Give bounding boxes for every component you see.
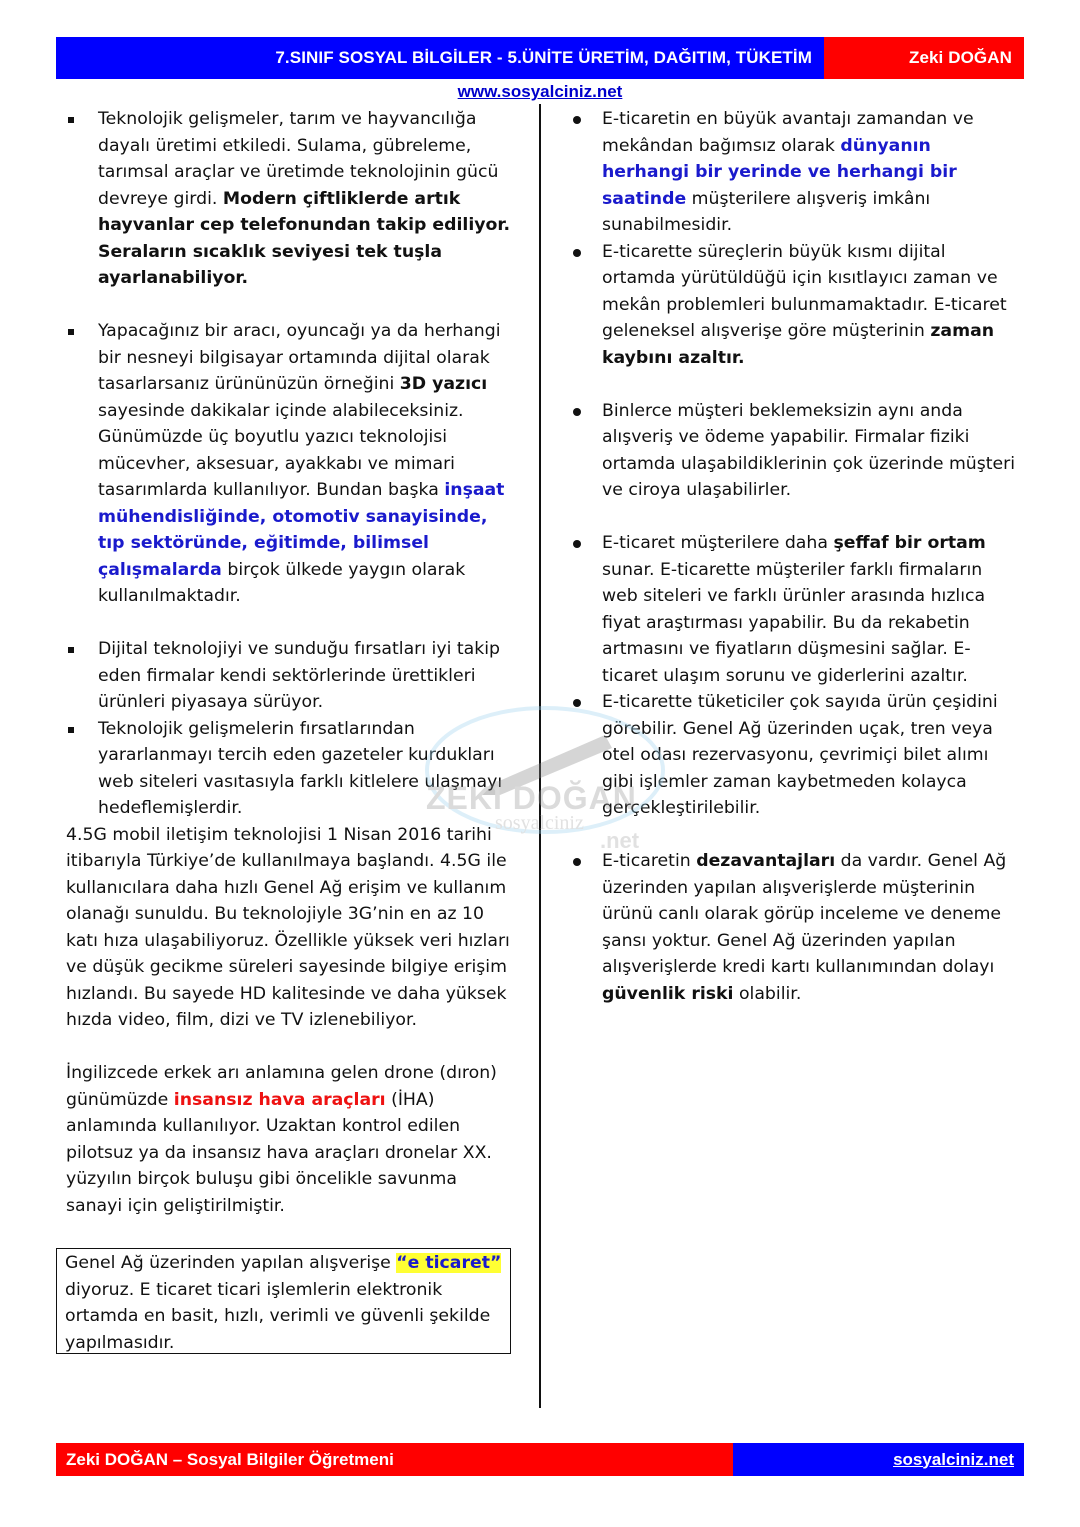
footer-author: Zeki DOĞAN – Sosyal Bilgiler Öğretmeni: [66, 1449, 394, 1469]
watermark-site: sosyalciniz: [495, 812, 584, 834]
page-header: [56, 37, 1024, 79]
bold-text: Modern çiftliklerde artık hayvanlar cep telefonundan takip ediliyor. Seraların sıcaklık seviyesi tek tuşla ayarlanabiliyor.: [98, 188, 511, 288]
text: sunar. E-ticarette müşteriler farklı firmaların web siteleri ve farklı ürünler arasında hızlıca fiyat araştırması yapabilir. Bu da rekabetin artmasını ve fiyatların düşmesini sağlar. E-ticaret ulaşım sorunu ve giderlerini azaltır.: [602, 559, 986, 686]
bold-text: güvenlik riski: [602, 983, 734, 1004]
paragraph-4-5g: 4.5G mobil iletişim teknolojisi 1 Nisan 2016 tarihi itibarıyla Türkiye’de kullanılmaya başlandı. 4.5G ile kullanıcılara daha hızlı Genel Ağ erişim ve kullanım olanağı sunuldu. Bu teknolojiyle 3G’nin en az 10 katı hıza ulaşabiliyoruz. Özellikle yüksek veri hızları ve düşük gecikme süreleri sayesinde bilgiye erişim hızlandı. Bu sayede HD kalitesinde ve daha yüksek hızda video, film, dizi ve TV izlenebiliyor.: [66, 824, 510, 1030]
text: E-ticarette tüketiciler çok sayıda ürün çeşidini görebilir. Genel Ağ üzerinden uçak, tren veya otel odası rezervasyonu, çevrimiçi bilet alımı gibi işlemler zaman kaybetmeden kolayca gerçekleştirilebilir.: [602, 692, 998, 818]
bullet-item-digital-firms: [66, 636, 516, 716]
text: E-ticaretin: [602, 851, 697, 871]
text: Teknolojik gelişmelerin fırsatlarından yararlanmayı tercih eden gazeteler kurdukları web siteleri vasıtasıyla farklı kitlelere ulaşmayı hedeflemişlerdir.: [98, 718, 503, 818]
text: da vardır. Genel Ağ üzerinden yapılan alışverişlerde müşterinin ürünü canlı olarak görüp inceleme ve deneme şansı yoktur. Genel Ağ üzerinden yapılan alışverişlerde kredi kartı kullanımından dolayı: [602, 851, 1007, 977]
text: birçok ülkede yaygın olarak kullanılmaktadır.: [98, 559, 466, 606]
left-column: [66, 106, 516, 1219]
text: İngilizcede erkek arı anlamına gelen drone (dıron) günümüzde: [66, 1063, 497, 1110]
blue-highlight-text: dünyanın herhangi bir yerinde ve herhangi bir saatinde: [602, 135, 957, 209]
bullet-item-newspapers: [66, 716, 516, 822]
text: Dijital teknolojiyi ve sunduğu fırsatları iyi takip eden firmalar kendi sektörlerinde ürettikleri ürünleri piyasaya sürüyor.: [98, 639, 501, 712]
footer-site-link[interactable]: sosyalciniz.net: [893, 1449, 1014, 1469]
bullet-item-disadvantages: [570, 848, 1020, 1007]
text: (İHA) anlamında kullanılıyor. Uzaktan kontrol edilen pilotsuz ya da insansız hava araçları dronelar XX. yüzyılın birçok buluşu gibi öncelikle savunma sanayi için geliştirilmiştir.: [66, 1089, 492, 1216]
column-divider: [539, 104, 541, 1408]
header-author: Zeki DOĞAN: [908, 48, 1012, 67]
text: E-ticarette süreçlerin büyük kısmı dijital ortamda yürütüldüğü için kısıtlayıcı zaman ve mekân problemleri bulunmamaktadır. E-ticaret geleneksel alışverişe göre müşterinin: [602, 241, 1007, 341]
text: olabilir.: [733, 983, 802, 1004]
right-column: [570, 106, 1020, 1007]
text: Teknolojik gelişmeler, tarım ve hayvancılığa dayalı üretimi etkiledi. Sulama, gübreleme, tarımsal araçlar ve üretimde teknolojinin gücü devreye girdi.: [98, 109, 499, 209]
text: E-ticaretin en büyük avantajı zamandan ve mekândan bağımsız olarak: [602, 109, 974, 156]
bullet-item-3d-printer: [66, 318, 516, 610]
bullet-item-agriculture: [66, 106, 516, 292]
red-highlight-text: insansız hava araçları: [173, 1089, 386, 1110]
text: E-ticaret müşterilere daha: [602, 533, 834, 553]
bullet-item-time-loss: [570, 239, 1020, 372]
text: Binlerce müşteri beklemeksizin aynı anda alışveriş ve ödeme yapabilir. Firmalar fiziki ortamda ulaşabildiklerinin çok üzerinde müşteri ve ciroya ulaşabilirler.: [602, 400, 1016, 500]
bullet-item-transparent: [570, 530, 1020, 689]
blue-highlight-text: inşaat mühendisliğinde, otomotiv sanayisinde, tıp sektöründe, eğitimde, bilimsel çalışmalarda: [98, 480, 505, 580]
page-footer: [56, 1443, 1024, 1476]
header-author-bar: [824, 37, 1024, 79]
highlighted-term: “e ticaret”: [396, 1253, 502, 1273]
bold-text: zaman kaybını azaltır.: [602, 321, 995, 368]
site-link[interactable]: www.sosyalciniz.net: [457, 82, 623, 101]
bold-text: 3D yazıcı: [399, 374, 488, 394]
paragraph-drone: [66, 1060, 516, 1219]
bold-text: şeffaf bir ortam: [833, 533, 986, 553]
header-title: 7.SINIF SOSYAL BİLGİLER - 5.ÜNİTE ÜRETİM, DAĞITIM, TÜKETİM: [275, 48, 812, 67]
text: Genel Ağ üzerinden yapılan alışverişe: [65, 1253, 397, 1273]
text: sayesinde dakikalar içinde alabileceksiniz. Günümüzde üç boyutlu yazıcı teknolojisi mücevher, aksesuar, ayakkabı ve mimari tasarımlarda kullanılıyor. Bundan başka: [98, 400, 464, 500]
bold-text: dezavantajları: [696, 851, 836, 871]
header-title-bar: [56, 37, 824, 79]
text: diyoruz. E ticaret ticari işlemlerin elektronik ortamda en basit, hızlı, verimli ve güvenli şekilde yapılmasıdır.: [65, 1279, 491, 1353]
text: müşterilere alışveriş imkânı sunabilmesidir.: [602, 188, 931, 235]
watermark-name: ZEKİ DOĞAN: [426, 780, 637, 816]
bullet-item-product-variety: [570, 689, 1020, 822]
footer-author-bar: [56, 1443, 733, 1476]
bullet-item-advantage: [570, 106, 1020, 239]
watermark-tld: .net: [600, 828, 640, 853]
definition-box-e-commerce: [56, 1248, 511, 1354]
footer-site-bar: [733, 1443, 1024, 1476]
bullet-item-thousands-customers: [570, 398, 1020, 504]
text: Yapacağınız bir aracı, oyuncağı ya da herhangi bir nesneyi bilgisayar ortamında dijital olarak tasarlarsanız ürününüzün örneğini: [98, 321, 501, 394]
